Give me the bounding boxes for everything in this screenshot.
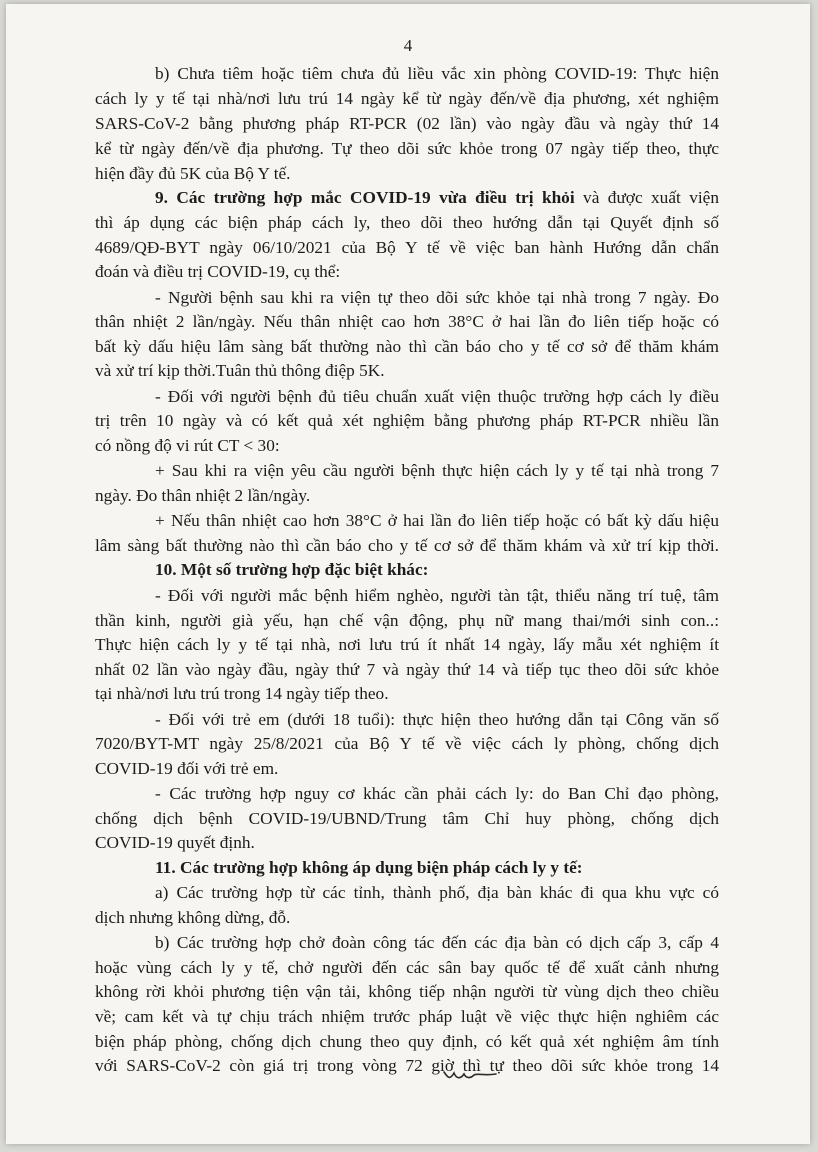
line-text: - Đối với người bệnh đủ tiêu chuẩn xuất viện thuộc trường hợp cách ly điều [155, 387, 719, 406]
line-text: COVID-19 quyết định. [95, 833, 255, 852]
line-text: Thực hiện cách ly y tế tại nhà, nơi lưu trú ít nhất 14 ngày, lấy mẫu xét nghiệm ít [95, 635, 719, 654]
line-text: 4689/QĐ-BYT ngày 06/10/2021 của Bộ Y tế về việc ban hành Hướng dẫn chẩn [95, 238, 719, 257]
text-line [155, 186, 719, 209]
handwritten-initials [440, 1064, 500, 1086]
line-text: nhất 02 lần vào ngày đầu, ngày thứ 7 và ngày thứ 14 và tiếp tục theo dõi sức khỏe [95, 660, 719, 679]
line-text: và xử trí kịp thời.Tuân thủ thông điệp 5K. [95, 361, 385, 380]
text-line [155, 708, 719, 731]
text-line [155, 385, 719, 408]
text-line [155, 584, 719, 607]
text-line [95, 732, 719, 755]
text-line [95, 434, 280, 457]
text-line [95, 658, 719, 681]
text-line [95, 409, 719, 432]
text-line [155, 509, 719, 532]
line-text: b) Các trường hợp chở đoàn công tác đến các địa bàn có dịch cấp 3, cấp 4 [155, 933, 719, 952]
line-text: hoặc vùng cách ly y tế, chở người đến các sân bay quốc tế để xuất cảnh nhưng [95, 958, 719, 977]
text-line [95, 310, 719, 333]
text-line [95, 633, 719, 656]
line-text: thì áp dụng các biện pháp cách ly, theo dõi theo hướng dẫn tại Quyết định số [95, 213, 719, 232]
page-content [6, 4, 810, 1144]
text-line [95, 609, 719, 632]
line-text: thân nhiệt 2 lần/ngày. Nếu thân nhiệt cao hơn 38°C ở hai lần đo liên tiếp hoặc có [95, 312, 719, 331]
text-line [95, 1030, 719, 1053]
text-line [155, 931, 719, 954]
text-line [95, 87, 719, 110]
text-line [95, 137, 719, 160]
text-line [155, 459, 719, 482]
bold-heading-text: 10. Một số trường hợp đặc biệt khác: [155, 560, 429, 579]
line-text: ngày. Đo thân nhiệt 2 lần/ngày. [95, 486, 311, 505]
line-text: cách ly y tế tại nhà/nơi lưu trú 14 ngày kể từ ngày đến/về địa phương, xét nghiệm [95, 89, 719, 108]
text-line [95, 906, 290, 929]
line-text: trị trên 10 ngày và có kết quả xét nghiệm bằng phương pháp RT-PCR nhiều lần [95, 411, 719, 430]
line-text: với SARS-CoV-2 còn giá trị trong vòng 72 giờ thì tự theo dõi sức khỏe trong 14 [95, 1056, 719, 1075]
line-text: 7020/BYT-MT ngày 25/8/2021 của Bộ Y tế về việc cách ly phòng, chống dịch [95, 734, 719, 753]
text-line [95, 484, 310, 507]
line-text: b) Chưa tiêm hoặc tiêm chưa đủ liều vắc xin phòng COVID-19: Thực hiện [155, 64, 719, 83]
text-line [95, 534, 719, 557]
text-line [95, 682, 389, 705]
line-text: - Các trường hợp nguy cơ khác cần phải cách ly: do Ban Chỉ đạo phòng, [155, 784, 719, 803]
line-text: dịch nhưng không dừng, đỗ. [95, 908, 291, 927]
line-text: + Sau khi ra viện yêu cầu người bệnh thực hiện cách ly y tế tại nhà trong 7 [155, 461, 719, 480]
line-text: lâm sàng bất thường nào thì cần báo cho y tế cơ sở để thăm khám và xử trí kịp thời. [95, 536, 719, 555]
text-line [95, 807, 719, 830]
line-text: bất kỳ dấu hiệu lâm sàng bất thường nào thì cần báo cho y tế cơ sở để thăm khám [95, 337, 719, 356]
text-line [155, 881, 719, 904]
line-text: biện pháp phòng, chống dịch chung theo quy định, có kết quả xét nghiệm âm tính [95, 1032, 719, 1051]
line-text: không rời khỏi phương tiện vận tải, không tiếp nhận người từ vùng dịch theo chiều [95, 982, 719, 1001]
line-text: tại nhà/nơi lưu trú trong 14 ngày tiếp theo. [95, 684, 389, 703]
bold-heading-text: 9. Các trường hợp mắc COVID-19 vừa điều trị khỏi [155, 188, 575, 207]
line-text: SARS-CoV-2 bằng phương pháp RT-PCR (02 lần) vào ngày đầu và ngày thứ 14 [95, 114, 719, 133]
text-line [95, 112, 719, 135]
text-line [155, 856, 583, 879]
text-line [95, 211, 719, 234]
text-line [95, 1005, 719, 1028]
line-text: a) Các trường hợp từ các tỉnh, thành phố, địa bàn khác đi qua khu vực có [155, 883, 719, 902]
bold-heading-text: 11. Các trường hợp không áp dụng biện pháp cách ly y tế: [155, 858, 583, 877]
text-line [95, 162, 291, 185]
line-text: - Người bệnh sau khi ra viện tự theo dõi sức khỏe tại nhà trong 7 ngày. Đo [155, 288, 719, 307]
line-text: đoán và điều trị COVID-19, cụ thể: [95, 262, 341, 281]
line-text: có nồng độ vi rút CT < 30: [95, 436, 280, 455]
line-text: chống dịch bệnh COVID-19/UBND/Trung tâm Chỉ huy phòng, chống dịch [95, 809, 719, 828]
text-line [155, 558, 428, 581]
text-line [95, 980, 719, 1003]
text-line [95, 831, 255, 854]
line-text: - Đối với người mắc bệnh hiểm nghèo, người tàn tật, thiểu năng trí tuệ, tâm [155, 586, 719, 605]
line-text: thần kinh, người già yếu, hạn chế vận động, phụ nữ mang thai/mới sinh con..: [95, 611, 719, 630]
line-text: + Nếu thân nhiệt cao hơn 38°C ở hai lần đo liên tiếp hoặc có bất kỳ dấu hiệu [155, 511, 719, 530]
text-line [155, 62, 719, 85]
line-text: hiện đầy đủ 5K của Bộ Y tế. [95, 164, 291, 183]
text-line [95, 956, 719, 979]
line-text: kể từ ngày đến/về địa phương. Tự theo dõi sức khỏe trong 07 ngày tiếp theo, thực [95, 139, 719, 158]
text-line [155, 286, 719, 309]
document-page [6, 4, 810, 1144]
line-text: COVID-19 đối với trẻ em. [95, 759, 279, 778]
text-line [155, 782, 719, 805]
text-line [95, 236, 719, 259]
line-text: - Đối với trẻ em (dưới 18 tuổi): thực hiện theo hướng dẫn tại Công văn số [155, 710, 719, 729]
text-line [95, 1054, 719, 1077]
line-text: về; cam kết và tự chịu trách nhiệm trước pháp luật về việc thực hiện nghiêm các [95, 1007, 719, 1026]
line-text: và được xuất viện [574, 188, 719, 207]
text-line [95, 335, 719, 358]
page-number: 4 [403, 36, 413, 55]
text-line [95, 260, 340, 283]
text-line [95, 757, 278, 780]
text-line [95, 359, 385, 382]
